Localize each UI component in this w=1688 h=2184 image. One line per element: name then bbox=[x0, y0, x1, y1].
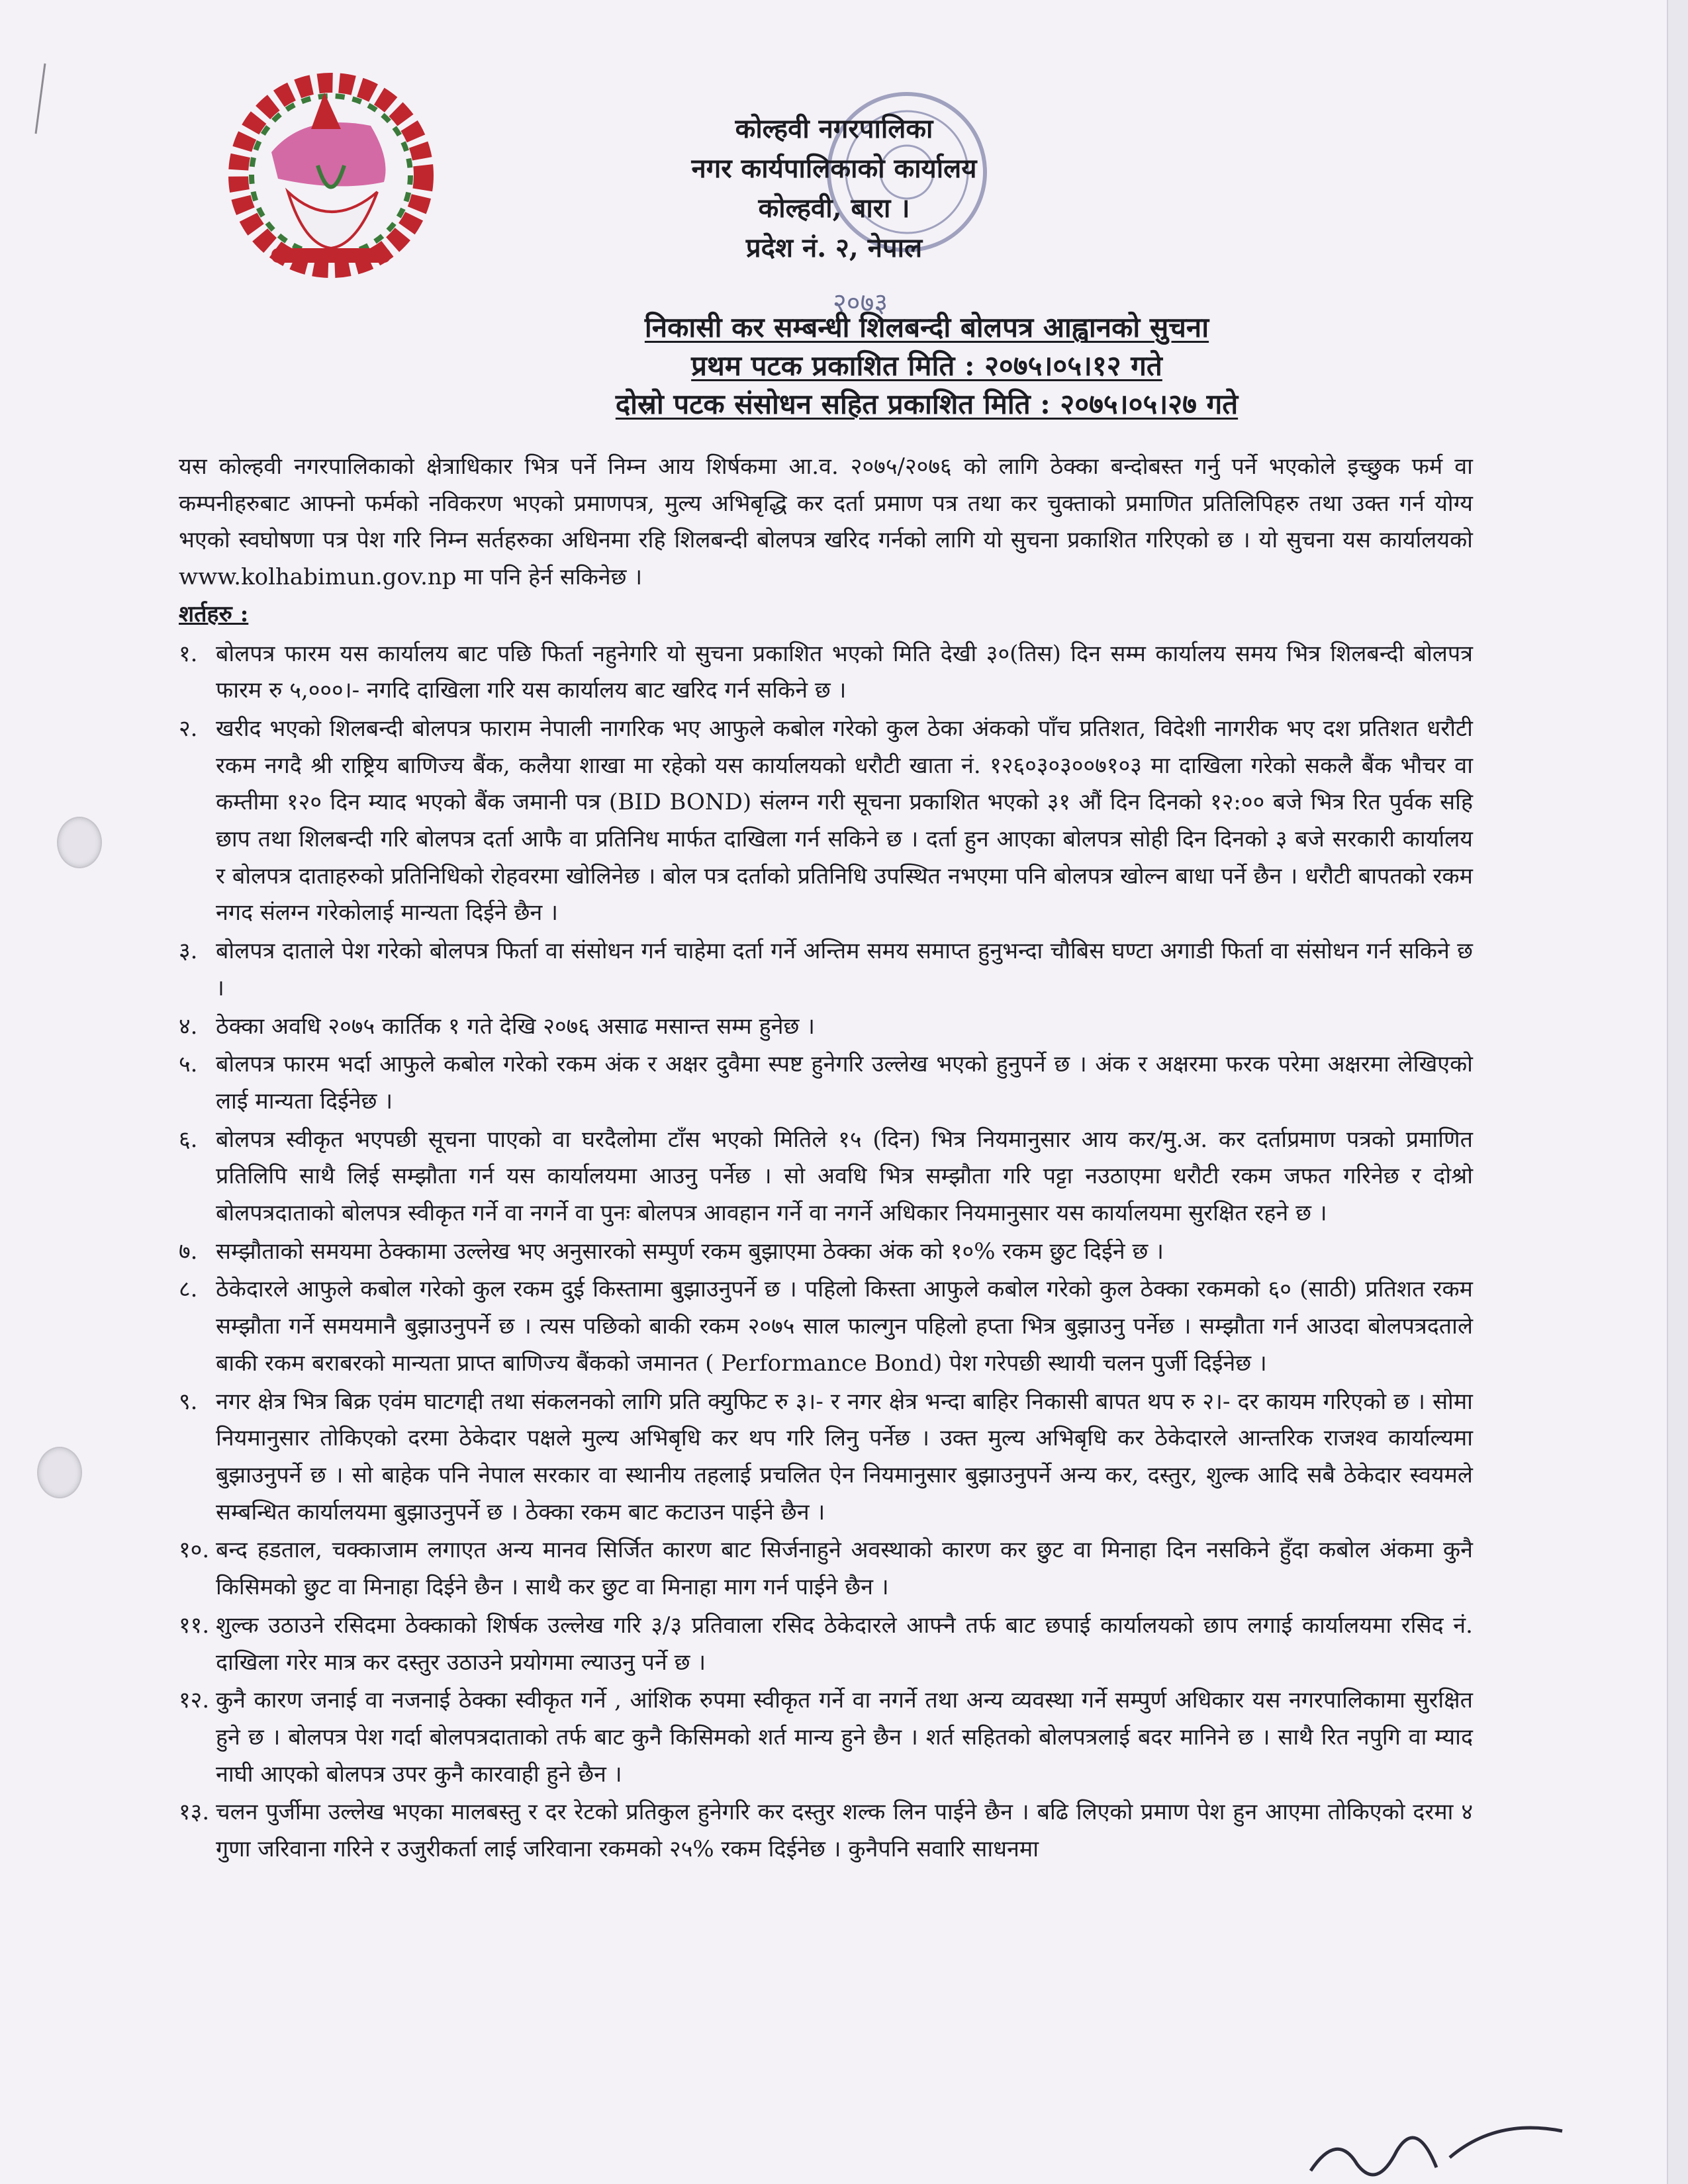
notice-body bbox=[179, 449, 1473, 1870]
signature-icon bbox=[1297, 2105, 1575, 2184]
term-item bbox=[179, 1682, 1473, 1793]
office-header bbox=[583, 109, 1086, 268]
term-item bbox=[179, 636, 1473, 709]
term-number: १२. bbox=[179, 1687, 210, 1714]
term-text: खरीद भएको शिलबन्दी बोलपत्र फाराम नेपाली नागरिक भए आफुले कबोल गरेको कुल ठेका अंकको पाँच प्रतिशत, विदेशी नागरीक भए दश प्रतिशत धरौटी रकम नगदै श्री राष्ट्रिय बाणिज्य बैंक, कलैया शाखा मा रहेको यस कार्यालयको धरौटी खाता नं. १२६०३०३००७१०३ मा दाखिला गरेको सकलै बैंक भौचर वा कम्तीमा १२० दिन म्याद भएको बैंक जमानी पत्र (BID BOND) संलग्न गरी सूचना प्रकाशित भएको ३१ औं दिन दिनको १२:०० बजे भित्र रित पुर्वक सहि छाप तथा शिलबन्दी गरि बोलपत्र दर्ता आफै वा प्रतिनिध मार्फत दाखिला गर्न सकिने छ । दर्ता हुन आएका बोलपत्र सोही दिन दिनको ३ बजे सरकारी कार्यालय र बोलपत्र दाताहरुको प्रतिनिधिको रोहवरमा खोलिनेछ । बोल पत्र दर्ताको प्रतिनिधि उपस्थित नभएमा पनि बोलपत्र खोल्न बाधा पर्ने छैन । धरौटी बापतको रकम नगद संलग्न गरेकोलाई मान्यता दिईने छैन । bbox=[216, 715, 1473, 927]
handwritten-number: २०७३ bbox=[833, 288, 888, 318]
term-text: बोलपत्र दाताले पेश गरेको बोलपत्र फिर्ता वा संसोधन गर्न चाहेमा दर्ता गर्ने अन्तिम समय समाप्त हुनुभन्दा चौबिस घण्टा अगाडी फिर्ता वा संसोधन गर्न सकिने छ । bbox=[216, 938, 1473, 1001]
term-text: बोलपत्र फारम यस कार्यालय बाट पछि फिर्ता नहुनेगरि यो सुचना प्रकाशित भएको मिति देखी ३०(तिस) दिन सम्म कार्यालय समय भित्र शिलबन्दी बोलपत्र फारम रु ५,०००।- नगदि दाखिला गरि यस कार्यालय बाट खरिद गर्न सकिने छ । bbox=[216, 640, 1473, 704]
term-number: ३. bbox=[179, 938, 198, 965]
punch-hole-top bbox=[57, 817, 102, 868]
term-text: बन्द हडताल, चक्काजाम लगाएत अन्य मानव सिर्जित कारण बाट सिर्जनाहुने अवस्थाको कारण कर छुट वा मिनाहा दिन नसकिने हुँदा कबोल अंकमा कुनै किसिमको छुट वा मिनाहा दिईने छैन । साथै कर छुट वा मिनाहा माग गर्न पाईने छैन । bbox=[216, 1537, 1473, 1601]
term-number: १. bbox=[179, 640, 198, 667]
term-item bbox=[179, 1384, 1473, 1531]
page-edge bbox=[1667, 0, 1688, 2184]
term-item bbox=[179, 1234, 1473, 1271]
term-item bbox=[179, 1532, 1473, 1606]
term-item bbox=[179, 1009, 1473, 1046]
municipality-name: कोल्हवी नगरपालिका bbox=[735, 113, 933, 144]
term-number: ७. bbox=[179, 1238, 198, 1265]
term-text: कुनै कारण जनाई वा नजनाई ठेक्का स्वीकृत गर्ने , आंशिक रुपमा स्वीकृत गर्ने वा नगर्ने तथा अन्य व्यवस्था गर्ने सम्पुर्ण अधिकार यस नगरपालिकामा सुरक्षित हुने छ । बोलपत्र पेश गर्दा बोलपत्रदाताको तर्फ बाट कुनै किसिमको शर्त मान्य हुने छैन । शर्त सहितको बोलपत्रलाई बदर मानिने छ । साथै रित नपुगि वा म्याद नाघी आएको बोलपत्र उपर कुनै कारवाही हुने छैन । bbox=[216, 1687, 1473, 1788]
nepal-emblem-icon bbox=[225, 66, 437, 278]
term-text: शुल्क उठाउने रसिदमा ठेक्काको शिर्षक उल्लेख गरि ३/३ प्रतिवाला रसिद ठेकेदारले आफ्नै तर्फ बाट छपाई कार्यालयको छाप लगाई कार्यालयमा रसिद नं. दाखिला गरेर मात्र कर दस्तुर उठाउने प्रयोगमा ल्याउनु पर्ने छ । bbox=[216, 1612, 1473, 1676]
term-item bbox=[179, 1608, 1473, 1681]
punch-hole-bottom bbox=[37, 1447, 82, 1498]
intro-paragraph: यस कोल्हवी नगरपालिकाको क्षेत्राधिकार भित्र पर्ने निम्न आय शिर्षकमा आ.व. २०७५/२०७६ को लागि ठेक्का बन्दोबस्त गर्नु पर्ने भएकोले इच्छुक फर्म वा कम्पनीहरुबाट आफ्नो फर्मको नविकरण भएको प्रमाणपत्र, मुल्य अभिबृद्धि कर दर्ता प्रमाण पत्र तथा कर चुक्ताको प्रमाणित प्रतिलिपिहरु तथा उक्त गर्न योग्य भएको स्वघोषणा पत्र पेश गरि निम्न सर्तहरुका अधिनमा रहि शिलबन्दी बोलपत्र खरिद गर्नको लागि यो सुचना प्रकाशित गरिएको छ । यो सुचना यस कार्यालयको www.kolhabimun.gov.np मा पनि हेर्न सकिनेछ । bbox=[179, 453, 1473, 591]
term-text: ठेकेदारले आफुले कबोल गरेको कुल रकम दुई किस्तामा बुझाउनुपर्ने छ । पहिलो किस्ता आफुले कबोल गरेको कुल ठेक्का रकमको ६० (साठी) प्रतिशत रकम सम्झौता गर्ने समयमानै बुझाउनुपर्ने छ । त्यस पछिको बाकी रकम २०७५ साल फाल्गुन पहिलो हप्ता भित्र बुझाउनु पर्नेछ । सम्झौता गर्न आउदा बोलपत्रदताले बाकी रकम बराबरको मान्यता प्राप्त बाणिज्य बैंकको जमानत ( Performance Bond) पेश गरेपछी स्थायी चलन पुर्जी दिईनेछ । bbox=[216, 1276, 1473, 1377]
term-text: ठेक्का अवधि २०७५ कार्तिक १ गते देखि २०७६ असाढ मसान्त सम्म हुनेछ । bbox=[216, 1013, 816, 1040]
notice-title-block bbox=[397, 308, 1456, 424]
term-number: ५. bbox=[179, 1051, 198, 1078]
term-number: २. bbox=[179, 715, 198, 742]
term-item bbox=[179, 1122, 1473, 1232]
office-address: कोल्हवी, बारा । bbox=[758, 193, 910, 224]
first-publish-date: प्रथम पटक प्रकाशित मिति : २०७५।०५।१२ गते bbox=[691, 349, 1162, 382]
term-number: १०. bbox=[179, 1537, 210, 1564]
term-item bbox=[179, 1794, 1473, 1868]
staple-mark-icon bbox=[32, 61, 52, 140]
term-text: बोलपत्र स्वीकृत भएपछी सूचना पाएको वा घरदैलोमा टाँस भएको मितिले १५ (दिन) भित्र नियमानुसार आय कर/मु.अ. कर दर्ताप्रमाण पत्रको प्रमाणित प्रतिलिपि साथै लिई सम्झौता गर्न यस कार्यालयमा आउनु पर्नेछ । सो अवधि भित्र सम्झौता गरि पट्टा नउठाएमा धरौटी रकम जफत गरिनेछ र दोश्रो बोलपत्रदाताको बोलपत्र स्वीकृत गर्ने वा नगर्ने वा पुनः बोलपत्र आवहान गर्ने वा नगर्ने अधिकार नियमानुसार यस कार्यालयमा सुरक्षित रहने छ । bbox=[216, 1126, 1473, 1227]
term-item bbox=[179, 933, 1473, 1007]
term-item bbox=[179, 1046, 1473, 1120]
term-text: सम्झौताको समयमा ठेक्कामा उल्लेख भए अनुसारको सम्पुर्ण रकम बुझाएमा ठेक्का अंक को १०% रकम छुट दिईने छ । bbox=[216, 1238, 1164, 1265]
term-item bbox=[179, 711, 1473, 932]
term-number: ८. bbox=[179, 1276, 198, 1303]
term-number: १३. bbox=[179, 1799, 210, 1826]
terms-list bbox=[179, 636, 1473, 1868]
office-name: नगर कार्यपालिकाको कार्यालय bbox=[691, 153, 977, 184]
term-number: ११. bbox=[179, 1612, 210, 1639]
term-number: ९. bbox=[179, 1388, 198, 1415]
term-item bbox=[179, 1271, 1473, 1382]
term-number: ४. bbox=[179, 1013, 198, 1040]
term-text: चलन पुर्जीमा उल्लेख भएका मालबस्तु र दर रेटको प्रतिकुल हुनेगरि कर दस्तुर शल्क लिन पाईने छैन । बढि लिएको प्रमाण पेश हुन आएमा तोकिएको दरमा ४ गुणा जरिवाना गरिने र उजुरीकर्ता लाई जरिवाना रकमको २५% रकम दिईनेछ । कुनैपनि सवारि साधनमा bbox=[216, 1799, 1473, 1863]
notice-title: निकासी कर सम्बन्धी शिलबन्दी बोलपत्र आह्वानको सुचना bbox=[644, 311, 1209, 343]
terms-heading: शर्तहरु : bbox=[179, 600, 249, 627]
second-publish-date: दोस्रो पटक संसोधन सहित प्रकाशित मिति : २०७५।०५।२७ गते bbox=[615, 388, 1239, 420]
term-text: नगर क्षेत्र भित्र बिक्र एवंम घाटगद्दी तथा संकलनको लागि प्रति क्युफिट रु ३।- र नगर क्षेत्र भन्दा बाहिर निकासी बापत थप रु २।- दर कायम गरिएको छ । सोमा नियमानुसार तोकिएको दरमा ठेकेदार पक्षले मुल्य अभिबृधि कर थप गरि लिनु पर्नेछ । उक्त मुल्य अभिबृधि कर ठेकेदारले आन्तरिक राजश्व कार्याल्यमा बुझाउनुपर्ने छ । सो बाहेक पनि नेपाल सरकार वा स्थानीय तहलाई प्रचलित ऐन नियमानुसार बुझाउनुपर्ने अन्य कर, दस्तुर, शुल्क आदि सबै ठेकेदार स्वयमले सम्बन्धित कार्यालयमा बुझाउनुपर्ने छ । ठेक्का रकम बाट कटाउन पाईने छैन । bbox=[216, 1388, 1473, 1525]
term-text: बोलपत्र फारम भर्दा आफुले कबोल गरेको रकम अंक र अक्षर दुवैमा स्पष्ट हुनेगरि उल्लेख भएको हुनुपर्ने छ । अंक र अक्षरमा फरक परेमा अक्षरमा लेखिएको लाई मान्यता दिईनेछ । bbox=[216, 1051, 1473, 1115]
term-number: ६. bbox=[179, 1126, 198, 1153]
province-line: प्रदेश नं. २, नेपाल bbox=[745, 232, 923, 263]
